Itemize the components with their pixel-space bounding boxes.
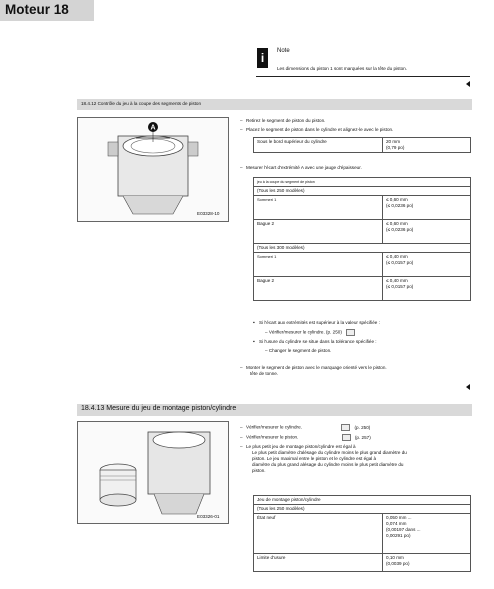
spec-label: Sommeri 1 <box>254 196 383 220</box>
condition-action: – Vérifier/mesurer le cylindre. (p. 250) <box>265 329 473 336</box>
spec-label: Bague 2 <box>254 220 383 244</box>
condition-action: – Changer le segment de piston. <box>265 348 332 353</box>
spec-value: 0,050 mm ... 0,074 mm (0,00197 dans ... 0,00291 po) <box>383 514 471 554</box>
table-header: Jeu de montage piston/cylindre <box>254 496 471 505</box>
spec-value: ≤ 0,60 mm (≤ 0,0236 po) <box>383 220 471 244</box>
piston-cylinder-illustration <box>77 421 229 524</box>
condition-list <box>253 320 473 354</box>
info-icon: i <box>257 48 268 68</box>
condition-item: ▪ Si l'usure du cylindre se situe dans la tolérance spécifiée : <box>253 339 377 345</box>
spec-value: 0,10 mm (0,0039 po) <box>383 554 471 572</box>
page-reference[interactable]: (p. 257) <box>354 434 371 440</box>
spec-table-clearance <box>253 495 471 572</box>
cylinder-illustration <box>77 117 229 222</box>
table-group: (Tous les 300 modèles) <box>254 244 471 253</box>
step-check-piston: – Vérifier/mesurer le piston. (p. 257) <box>240 434 371 440</box>
section-heading: 18.4.12 Contrôle du jeu à la coupe des segments de piston <box>81 101 202 106</box>
spec-value: ≤ 0,60 mm (≤ 0,0236 po) <box>383 196 471 220</box>
chapter-title: Moteur 18 <box>5 2 69 17</box>
note-text: Les dimensions du piston 1 sont marquées sur la tête du piston. <box>277 66 407 71</box>
spec-table-ring-position <box>253 137 471 153</box>
step-text: Placez le segment de piston dans le cylindre et alignez-le avec le piston. <box>246 127 394 132</box>
note-title: Note <box>277 48 290 54</box>
condition-item: ▪ Si l'écart aux extrémités est supérieur à la valeur spécifiée : <box>253 320 380 326</box>
piston-cylinder-drawing <box>78 422 228 523</box>
spec-value: ≤ 0,40 mm (≤ 0,0157 po) <box>383 277 471 301</box>
callout-a-label: A <box>150 124 156 132</box>
table-header: jeu à la coupe du segment de piston <box>254 178 471 187</box>
spec-value: 20 mm (0,79 po) <box>383 138 471 153</box>
step-check-cylinder: – Vérifier/mesurer le cylindre. (p. 250) <box>240 424 371 430</box>
spec-label: Sommeri 1 <box>254 253 383 277</box>
image-reference: E03326-01 <box>197 514 220 519</box>
step-clearance-explanation: – Le plus petit jeu de montage piston/cylindre est égal à Le plus petit diamètre d'alésage du cylindre moins le plus grand diamètre du piston. Le jeu maximal entre le piston et le cylindre est égal à diamètre du plus grand alésage du cylindre moins le plus petit diamètre du piston. <box>240 444 407 473</box>
book-icon <box>341 424 350 431</box>
end-marker-icon <box>466 384 470 390</box>
table-group: (Tous les 250 modèles) <box>254 187 471 196</box>
step-place-ring: – Placez le segment de piston dans le cylindre et alignez-le avec le piston. <box>240 127 394 132</box>
book-icon <box>346 329 355 336</box>
spec-table-ring-gap <box>253 177 471 301</box>
section-heading: 18.4.13 Mesure du jeu de montage piston/cylindre <box>81 405 237 412</box>
step-text: Retirez le segment de piston du piston. <box>246 118 326 123</box>
end-marker-icon <box>466 81 470 87</box>
step-remove-ring: – Retirez le segment de piston du piston. <box>240 118 326 123</box>
cylinder-drawing <box>78 118 228 221</box>
table-group: (Tous les 250 modèles) <box>254 505 471 514</box>
page-reference[interactable]: (p. 250) <box>354 424 371 430</box>
spec-value: ≤ 0,40 mm (≤ 0,0157 po) <box>383 253 471 277</box>
step-mount-ring: – Monter le segment de piston avec le marquage orienté vers le piston. tête de tonne. <box>240 365 387 376</box>
step-measure-gap: – Mesurer l'écart d'extrémité A avec une jauge d'épaisseur. <box>240 165 362 170</box>
spec-label: Sous le bord supérieur du cylindre <box>254 138 383 153</box>
book-icon <box>342 434 351 441</box>
image-reference: E03328-10 <box>197 211 220 216</box>
spec-label: Bague 2 <box>254 277 383 301</box>
note-divider <box>256 76 470 77</box>
spec-label: État neuf <box>254 514 383 554</box>
spec-label: Limite d'usure <box>254 554 383 572</box>
